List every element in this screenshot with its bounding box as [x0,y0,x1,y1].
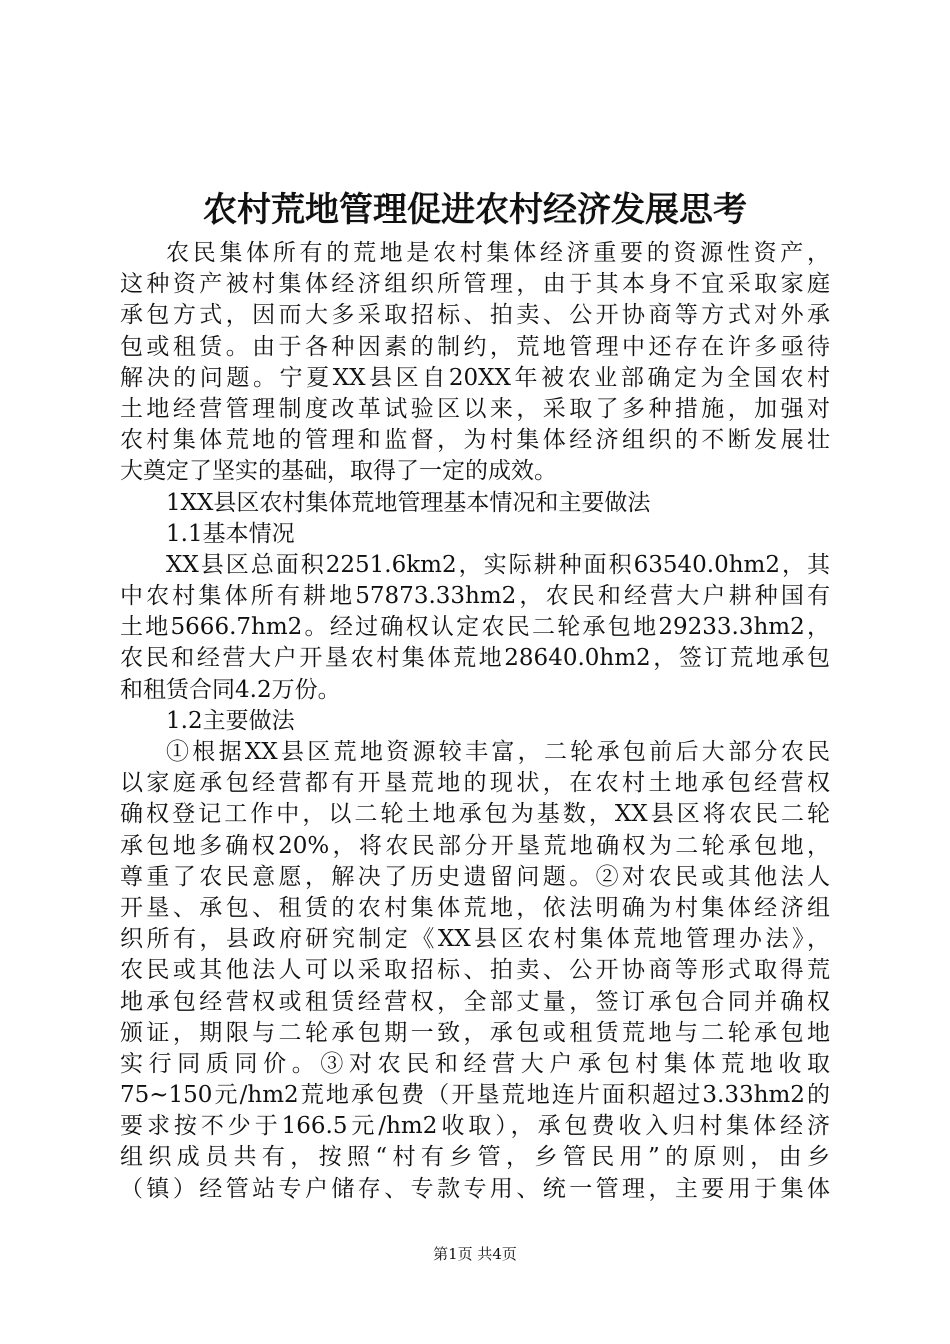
text-line: 实行同质同价。③对农民和经营大户承包村集体荒地收取 [120,1050,830,1077]
text-line: 包或租赁。由于各种因素的制约，荒地管理中还存在许多亟待 [120,333,830,360]
text-line: 承包地多确权20%，将农民部分开垦荒地确权为二轮承包地， [120,832,830,859]
text-line: 开垦、承包、租赁的农村集体荒地，依法明确为村集体经济组 [120,894,830,921]
text-line: 承包方式，因而大多采取招标、拍卖、公开协商等方式对外承 [120,302,830,329]
text-line: 和租赁合同4.2万份。 [120,676,341,703]
text-line: 1.2主要做法 [166,707,295,734]
text-line: 农村集体荒地的管理和监督，为村集体经济组织的不断发展壮 [120,427,830,454]
text-line: 土地经营管理制度改革试验区以来，采取了多种措施，加强对 [120,395,830,422]
text-line: 尊重了农民意愿，解决了历史遗留问题。②对农民或其他法人 [120,863,830,890]
document-body [120,238,830,1205]
document-title: 农村荒地管理促进农村经济发展思考 [203,190,747,230]
text-line: 组织成员共有，按照“村有乡管，乡管民用”的原则，由乡 [120,1144,830,1171]
text-line: 颁证，期限与二轮承包期一致，承包或租赁荒地与二轮承包地 [120,1019,830,1046]
text-line: 这种资产被村集体经济组织所管理，由于其本身不宜采取家庭 [120,271,830,298]
text-line: 75~150元/hm2荒地承包费（开垦荒地连片面积超过3.33hm2的 [120,1082,830,1109]
page-footer: 第1页 共4页 [433,1245,517,1263]
text-line: 农民集体所有的荒地是农村集体经济重要的资源性资产， [166,240,830,266]
text-line: （镇）经管站专户储存、专款专用、统一管理，主要用于集体 [120,1175,830,1202]
text-line: 土地5666.7hm2。经过确权认定农民二轮承包地29233.3hm2， [120,614,830,641]
text-line: XX县区总面积2251.6km2，实际耕种面积63540.0hm2，其 [166,551,830,578]
text-line: 农民和经营大户开垦农村集体荒地28640.0hm2，签订荒地承包 [120,645,830,672]
text-line: 以家庭承包经营都有开垦荒地的现状，在农村土地承包经营权 [120,770,830,797]
text-line: ①根据XX县区荒地资源较丰富，二轮承包前后大部分农民 [166,739,830,765]
text-line: 解决的问题。宁夏XX县区自20XX年被农业部确定为全国农村 [120,364,830,391]
text-line: 大奠定了坚实的基础，取得了一定的成效。 [120,458,557,485]
text-line: 农民或其他法人可以采取招标、拍卖、公开协商等形式取得荒 [120,957,830,984]
text-line: 确权登记工作中，以二轮土地承包为基数，XX县区将农民二轮 [120,801,830,828]
text-line: 中农村集体所有耕地57873.33hm2，农民和经营大户耕种国有 [120,583,830,610]
text-line: 1.1基本情况 [166,520,295,547]
text-line: 要求按不少于166.5元/hm2收取），承包费收入归村集体经济 [120,1113,830,1140]
text-line: 织所有，县政府研究制定《XX县区农村集体荒地管理办法》， [120,926,830,953]
text-line: 1XX县区农村集体荒地管理基本情况和主要做法 [166,489,651,516]
text-line: 地承包经营权或租赁经营权，全部丈量，签订承包合同并确权 [120,988,830,1015]
